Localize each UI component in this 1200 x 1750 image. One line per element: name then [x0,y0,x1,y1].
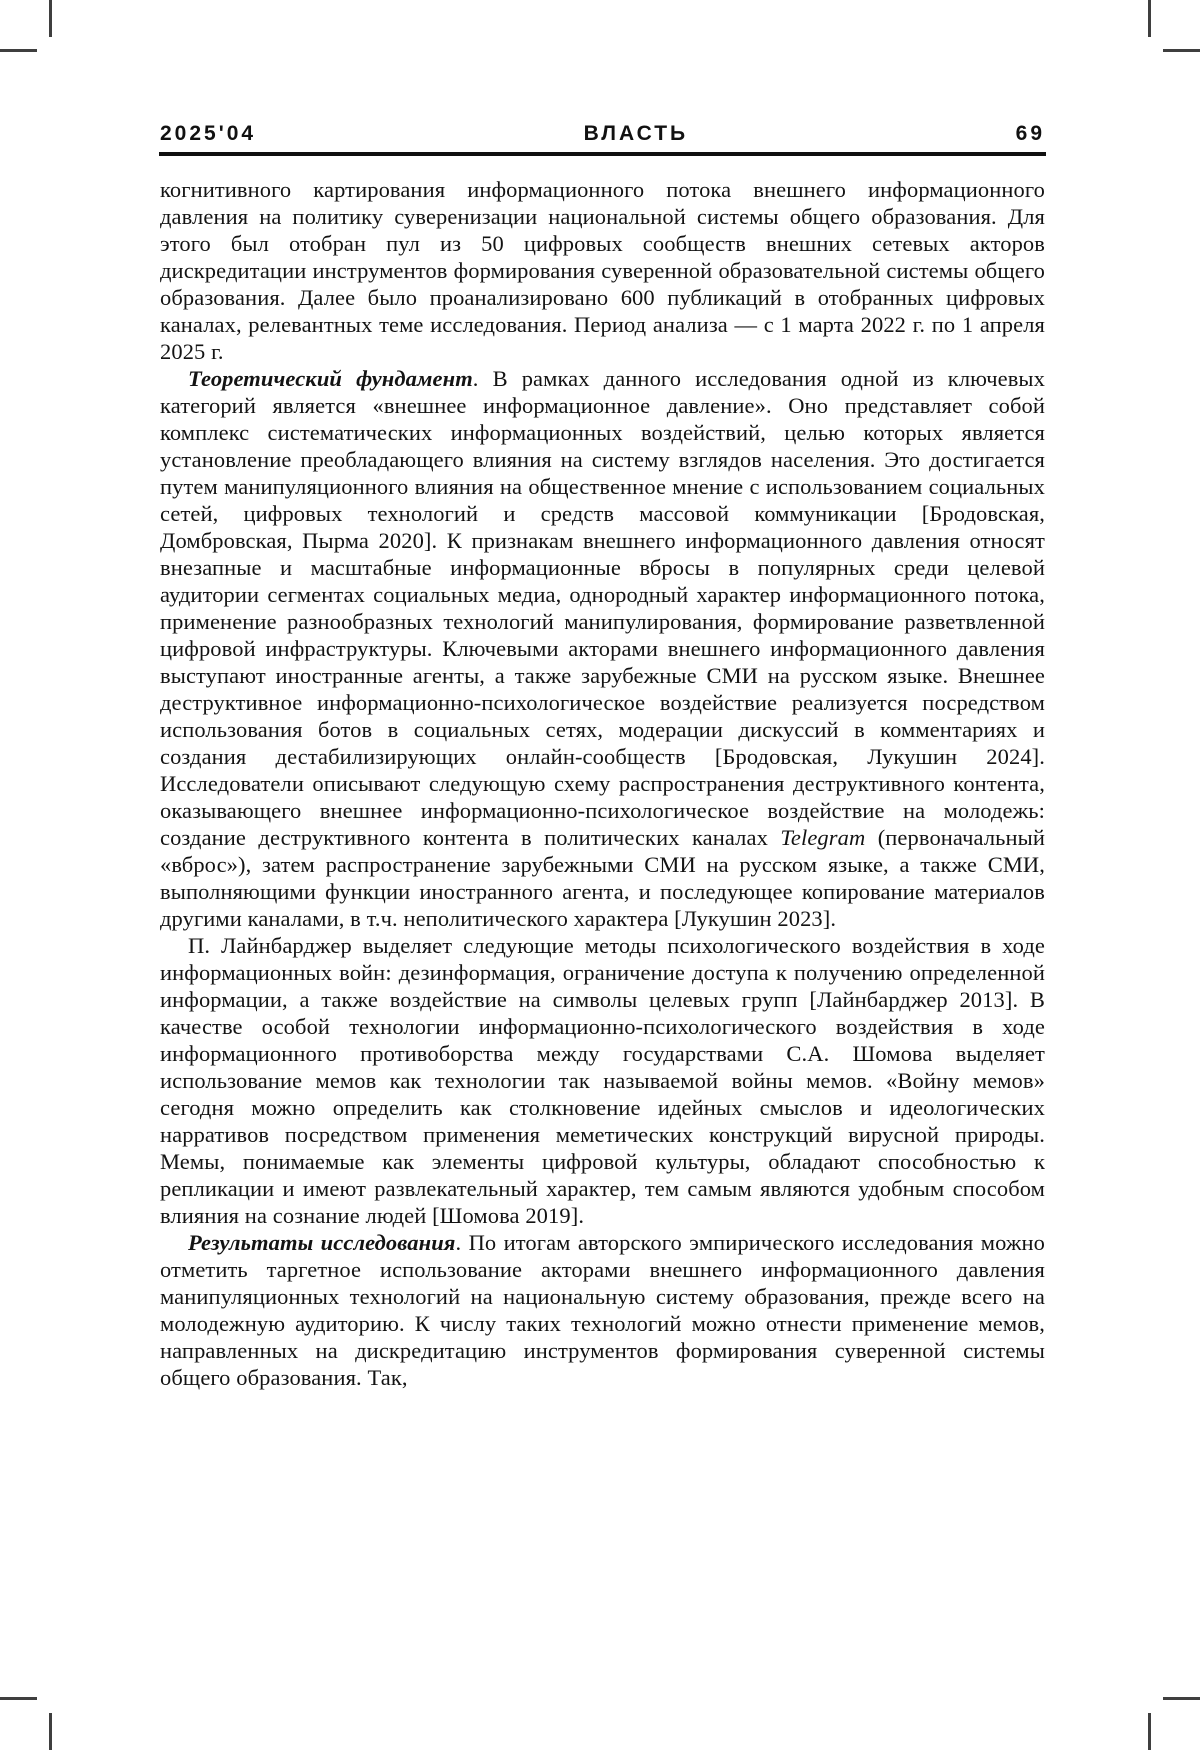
crop-mark-top-left-vertical [49,0,52,37]
paragraph [160,932,1045,1229]
running-head-rule [159,152,1046,156]
paragraph [160,1229,1045,1391]
running-head [160,122,1045,146]
text-run: . В рамках данного исследования одной из ключевых категорий является «внешнее информационное давление». Оно представляет собой комплекс систематических информационных воздействий, целью которых является установление преобладающего влияния на систему взглядов населения. Это достигается путем манипуляционного влияния на общественное мнение с использованием социальных сетей, цифровых технологий и средств массовой коммуникации [Бродовская, Домбровская, Пырма 2020]. К признакам внешнего информационного давления относят внезапные и масштабные информационные вбросы в популярных среди целевой аудитории сегментах социальных медиа, однородный характер информационного потока, применение разнообразных технологий манипулирования, формирование разветвленной цифровой инфраструктуры. Ключевыми акторами внешнего информационного давления выступают иностранные агенты, а также зарубежные СМИ на русском языке. Внешнее деструктивное информационно-психологическое воздействие реализуется посредством использования ботов в социальных сетях, модерации дискуссий в комментариях и создания дестабилизирующих онлайн-сообществ [Бродовская, Лукушин 2024]. Исследователи описывают следующую схему распространения деструктивного контента, оказывающего внешнее информационно-психологическое воздействие на молодежь: создание деструктивного контента в политических каналах [160,366,1045,850]
journal-title: ВЛАСТЬ [583,122,689,145]
text-run: (первоначальный «вброс»), затем распространение зарубежными СМИ на русском языке, а также СМИ, выполняющими функции иностранного агента, и последующее копирование материалов другими каналами, в т.ч. неполитического характера [Лукушин 2023]. [160,825,1046,931]
text-run-bolditalic: Теоретический фундамент [188,366,473,391]
crop-mark-top-right-horizontal [1163,49,1200,52]
paragraph [160,365,1045,932]
crop-mark-bottom-right-horizontal [1163,1697,1200,1700]
text-run: когнитивного картирования информационного потока внешнего информационного давления на политику суверенизации национальной системы общего образования. Для этого был отобран пул из 50 цифровых сообществ внешних сетевых акторов дискредитации инструментов формирования суверенной образовательной системы общего образования. Далее было проанализировано 600 публикаций в отобранных цифровых каналах, релевантных теме исследования. Период анализа — с 1 марта 2022 г. по 1 апреля 2025 г. [160,177,1045,364]
crop-mark-bottom-left-horizontal [0,1697,37,1700]
issue-label: 2025'04 [160,122,257,145]
crop-mark-bottom-right-vertical [1148,1713,1151,1750]
crop-mark-top-right-vertical [1148,0,1151,37]
page-number: 69 [1015,122,1045,145]
text-run: П. Лайнбарджер выделяет следующие методы психологического воздействия в ходе информационных войн: дезинформация, ограничение доступа к получению определенной информации, а также воздействие на символы целевых групп [Лайнбарджер 2013]. В качестве особой технологии информационно-психологического воздействия в ходе информационного противоборства между государствами С.А. Шомова выделяет использование мемов как технологии так называемой войны мемов. «Войну мемов» сегодня можно определить как столкновение идейных смыслов и идеологических нарративов посредством применения меметических конструкций вирусной природы. Мемы, понимаемые как элементы цифровой культуры, обладают способностью к репликации и имеют развлекательный характер, тем самым являются удобным способом влияния на сознание людей [Шомова 2019]. [160,933,1045,1228]
text-run-italic: Telegram [780,825,866,850]
text-run: . По итогам авторского эмпирического исследования можно отметить таргетное использование акторами внешнего информационного давления манипуляционных технологий на национальную систему образования, прежде всего на молодежную аудиторию. К числу таких технологий можно отнести применение мемов, направленных на дискредитацию инструментов формирования суверенной системы общего образования. Так, [160,1230,1045,1390]
text-run-bolditalic: Результаты исследования [188,1230,456,1255]
crop-mark-bottom-left-vertical [49,1713,52,1750]
article-body [160,176,1045,1391]
paragraph [160,176,1045,365]
crop-mark-top-left-horizontal [0,49,37,52]
